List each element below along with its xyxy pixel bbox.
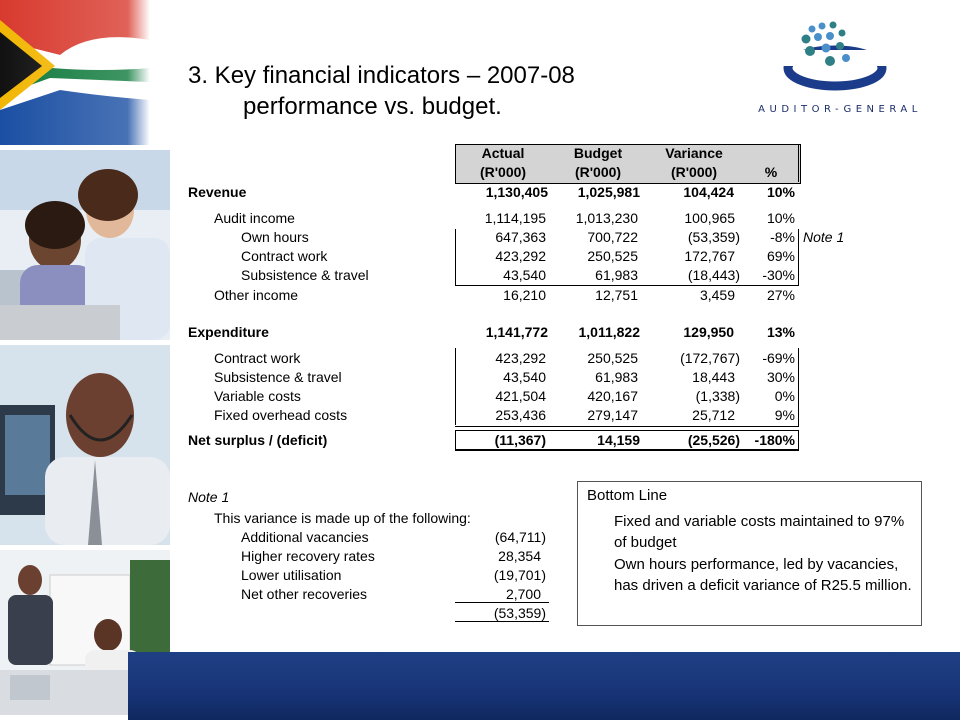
cell-expenditure-actual: 1,141,772 xyxy=(485,324,548,340)
note-1-heading: Note 1 xyxy=(188,489,230,505)
cell-variable-costs-actual: 421,504 xyxy=(495,388,546,404)
cell-own-hours-pct: -8% xyxy=(770,229,795,245)
cell-audit-income-budget: 1,013,230 xyxy=(575,210,638,226)
south-africa-flag-image xyxy=(0,0,150,145)
bottom-line-item: Fixed and variable costs maintained to 97% of budget xyxy=(614,513,905,551)
cell-fixed-overhead-pct: 9% xyxy=(774,407,795,423)
header-budget: Budget xyxy=(573,145,623,161)
note-1-intro: This variance is made up of the following: xyxy=(214,510,471,526)
cell-contract-work-income-variance: 172,767 xyxy=(684,248,735,264)
cell-revenue-variance: 104,424 xyxy=(683,184,734,200)
row-label-subsistence-exp: Subsistence & travel xyxy=(214,369,342,385)
row-label-fixed-overhead: Fixed overhead costs xyxy=(214,407,348,423)
row-label-other-income: Other income xyxy=(214,287,299,303)
bottom-line-title: Bottom Line xyxy=(587,487,668,504)
row-label-expenditure: Expenditure xyxy=(188,324,269,340)
cell-subsistence-exp-budget: 61,983 xyxy=(595,369,638,385)
note-item-label: Lower utilisation xyxy=(241,567,342,583)
cell-expenditure-variance: 129,950 xyxy=(683,324,734,340)
row-label-subsistence-income: Subsistence & travel xyxy=(241,267,369,283)
title-line-2: performance vs. budget. xyxy=(243,93,502,120)
note-total-underline xyxy=(455,621,549,622)
note-item-value: (19,701) xyxy=(493,567,546,583)
cell-audit-income-pct: 10% xyxy=(766,210,795,226)
note-item-value: 28,354 xyxy=(498,548,541,564)
cell-subsistence-income-actual: 43,540 xyxy=(503,267,546,283)
cell-contract-work-exp-variance: (172,767) xyxy=(680,350,740,366)
cell-contract-work-exp-pct: -69% xyxy=(762,350,795,366)
row-label-contract-work-exp: Contract work xyxy=(214,350,301,366)
header-variance: Variance xyxy=(665,145,723,161)
cell-subsistence-income-variance: (18,443) xyxy=(687,267,740,283)
row-label-audit-income: Audit income xyxy=(214,210,295,226)
note-total-value: (53,359) xyxy=(493,605,546,621)
row-label-contract-work-income: Contract work xyxy=(241,248,328,264)
logo-mark xyxy=(740,20,940,102)
header-actual: Actual xyxy=(481,145,525,161)
cell-net-surplus-budget: 14,159 xyxy=(597,432,640,448)
row-label-revenue: Revenue xyxy=(188,184,247,200)
row-label-variable-costs: Variable costs xyxy=(214,388,301,404)
cell-own-hours-budget: 700,722 xyxy=(587,229,638,245)
logo-text: AUDITOR-GENERAL xyxy=(758,104,922,115)
header-budget-unit: (R'000) xyxy=(574,164,622,180)
note-item-label: Additional vacancies xyxy=(241,529,369,545)
cell-variable-costs-budget: 420,167 xyxy=(587,388,638,404)
cell-contract-work-income-budget: 250,525 xyxy=(587,248,638,264)
cell-subsistence-exp-variance: 18,443 xyxy=(692,369,735,385)
cell-expenditure-pct: 13% xyxy=(766,324,795,340)
cell-own-hours-variance: (53,359) xyxy=(687,229,740,245)
row-label-net-surplus: Net surplus / (deficit) xyxy=(188,432,328,448)
cell-contract-work-exp-budget: 250,525 xyxy=(587,350,638,366)
page-title xyxy=(188,60,575,122)
note-item-value: 2,700 xyxy=(505,586,541,602)
cell-fixed-overhead-budget: 279,147 xyxy=(587,407,638,423)
office-women-photo xyxy=(0,150,170,340)
bottom-line-box xyxy=(577,481,922,626)
cell-contract-work-income-actual: 423,292 xyxy=(495,248,546,264)
cell-contract-work-income-pct: 69% xyxy=(766,248,795,264)
cell-net-surplus-pct: -180% xyxy=(754,432,795,448)
cell-fixed-overhead-actual: 253,436 xyxy=(495,407,546,423)
note-item-label: Higher recovery rates xyxy=(241,548,375,564)
bottom-band xyxy=(128,652,960,720)
cell-fixed-overhead-variance: 25,712 xyxy=(692,407,735,423)
cell-revenue-budget: 1,025,981 xyxy=(577,184,640,200)
header-variance-unit: (R'000) xyxy=(670,164,718,180)
cell-subsistence-exp-actual: 43,540 xyxy=(503,369,546,385)
cell-audit-income-actual: 1,114,195 xyxy=(484,210,546,226)
bottom-line-item: Own hours performance, led by vacancies, has driven a deficit variance of R25.5 million. xyxy=(614,556,912,594)
note-item-label: Net other recoveries xyxy=(241,586,368,602)
title-line-1: 3. Key financial indicators – 2007-08 xyxy=(188,62,575,89)
rule-net-right xyxy=(798,430,799,451)
note-item-value: (64,711) xyxy=(494,529,546,545)
rule-expense-right xyxy=(798,348,799,426)
cell-variable-costs-variance: (1,338) xyxy=(695,388,740,404)
call-center-man-photo xyxy=(0,345,170,545)
note-1-reference: Note 1 xyxy=(803,229,845,245)
cell-variable-costs-pct: 0% xyxy=(774,388,795,404)
header-right-rule xyxy=(798,144,799,182)
rule-net-bottom xyxy=(455,449,799,451)
row-label-own-hours: Own hours xyxy=(241,229,309,245)
rule-own-hours-bottom xyxy=(455,285,799,286)
rule-expense-bottom xyxy=(455,426,799,427)
cell-subsistence-exp-pct: 30% xyxy=(766,369,795,385)
cell-other-income-pct: 27% xyxy=(766,287,795,303)
cell-net-surplus-variance: (25,526) xyxy=(687,432,740,448)
header-actual-unit: (R'000) xyxy=(479,164,527,180)
cell-net-surplus-actual: (11,367) xyxy=(494,432,546,448)
cell-expenditure-budget: 1,011,822 xyxy=(578,324,640,340)
cell-contract-work-exp-actual: 423,292 xyxy=(495,350,546,366)
note-total-rule xyxy=(455,602,549,603)
cell-audit-income-variance: 100,965 xyxy=(684,210,735,226)
cell-other-income-variance: 3,459 xyxy=(699,287,735,303)
cell-subsistence-income-budget: 61,983 xyxy=(595,267,638,283)
cell-revenue-pct: 10% xyxy=(766,184,795,200)
auditor-general-logo xyxy=(740,20,940,120)
cell-subsistence-income-pct: -30% xyxy=(762,267,795,283)
rule-own-hours-right xyxy=(798,229,799,286)
header-percent: % xyxy=(764,164,778,180)
cell-revenue-actual: 1,130,405 xyxy=(485,184,548,200)
rule-net-top xyxy=(455,430,799,431)
cell-own-hours-actual: 647,363 xyxy=(495,229,546,245)
cell-other-income-budget: 12,751 xyxy=(595,287,638,303)
cell-other-income-actual: 16,210 xyxy=(503,287,546,303)
